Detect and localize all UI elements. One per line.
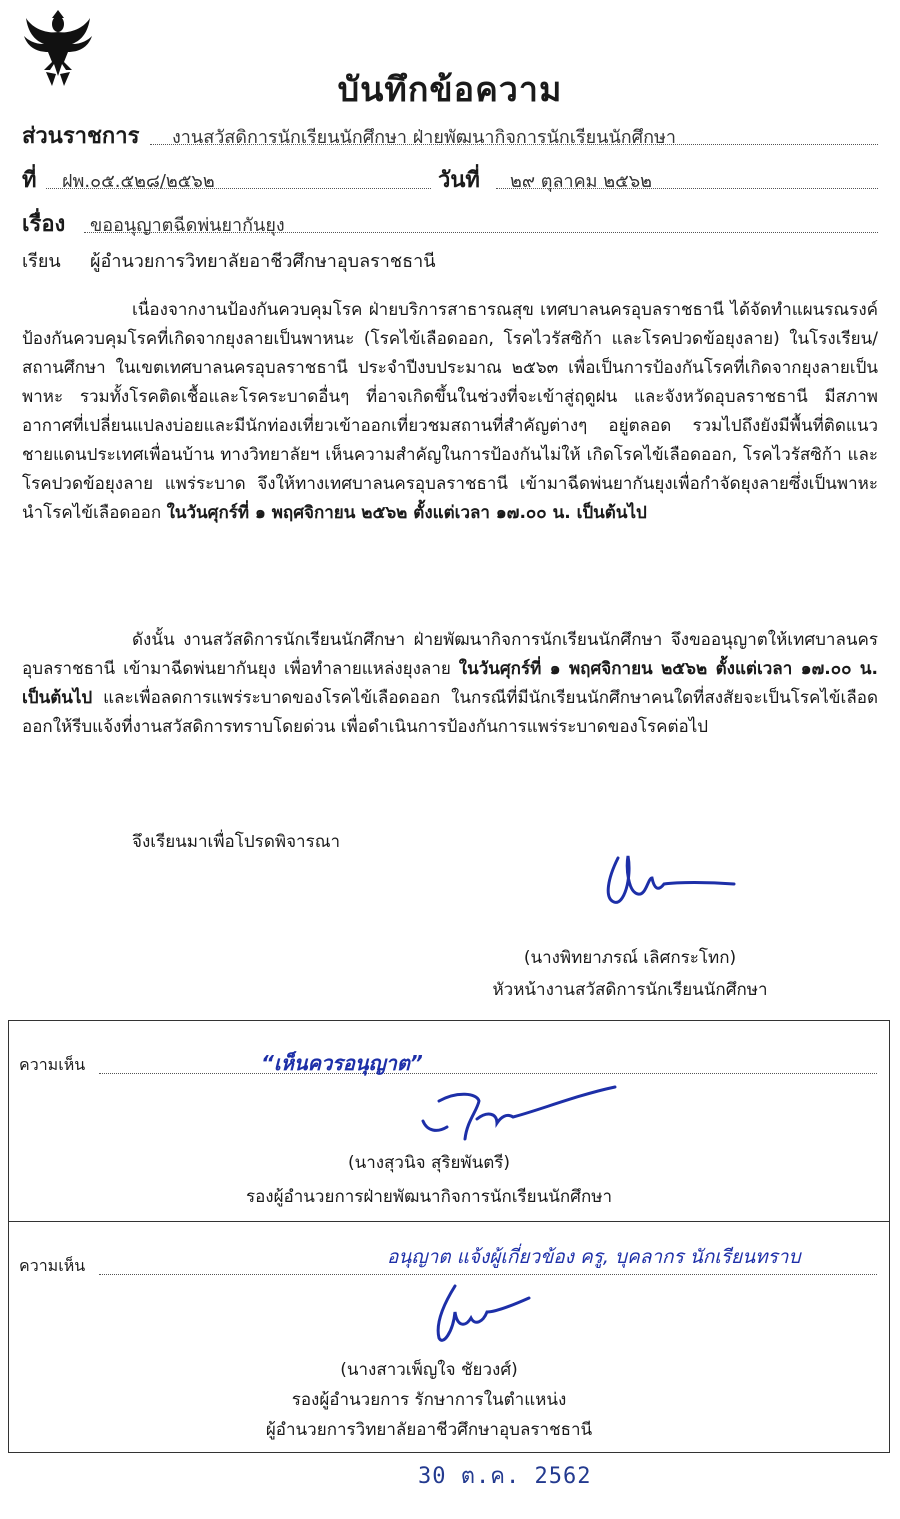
opinion1-dotline (99, 1073, 877, 1074)
subject-value: ขออนุญาตฉีดพ่นยากันยุง (90, 215, 285, 236)
body-paragraph-1 (22, 296, 878, 528)
opinion2-label: ความเห็น (19, 1256, 86, 1275)
page-title: บันทึกข้อความ (337, 70, 563, 110)
ref-value: ฝพ.๐๕.๕๒๘/๒๕๖๒ (62, 171, 215, 192)
signature-1 (598, 848, 738, 922)
opinion2-position-line2: ผู้อำนวยการวิทยาลัยอาชีวศึกษาอุบลราชธานี (265, 1420, 593, 1440)
opinion1-name: (นางสุวนิจ สุริยพันตรี) (347, 1153, 511, 1173)
agency-value: งานสวัสดิการนักเรียนนักศึกษา ฝ่ายพัฒนากิจการนักเรียนนักศึกษา (172, 127, 676, 148)
opinion2-name: (นางสาวเพ็ญใจ ชัยวงศ์) (340, 1360, 518, 1380)
date-stamp: 30 ต.ค. 2562 (418, 1464, 592, 1489)
p2-text-b: และเพื่อลดการแพร่ระบาดของโรคไข้เลือดออก ในกรณีที่มีนักเรียนนักศึกษาคนใดที่สงสัยจะเป็นโรคไข้เลือดออกให้รีบแจ้งที่งานสวัสดิการทราบโดยด่วน เพื่อดำเนินการป้องกันการแพร่ระบาดของโรคต่อไป (22, 688, 878, 737)
to-label: เรียน (22, 251, 61, 272)
to-value: ผู้อำนวยการวิทยาลัยอาชีวศึกษาอุบลราชธานี (90, 251, 436, 272)
opinion2-handwritten: อนุญาต แจ้งผู้เกี่ยวข้อง ครู, บุคลากร นักเรียนทราบ (387, 1246, 801, 1268)
opinion1-handwritten: “เห็นควรอนุญาต” (261, 1051, 423, 1075)
opinion-box-2 (8, 1220, 890, 1453)
opinion-box-1 (8, 1020, 890, 1222)
subject-label: เรื่อง (22, 212, 66, 237)
signer1-name: (นางพิทยาภรณ์ เลิศกระโทก) (523, 948, 737, 968)
date-value: ๒๙ ตุลาคม ๒๕๖๒ (510, 171, 653, 192)
signer1-position: หัวหน้างานสวัสดิการนักเรียนนักศึกษา (492, 980, 768, 1000)
closing-text: จึงเรียนมาเพื่อโปรดพิจารณา (132, 832, 341, 852)
ref-label: ที่ (22, 168, 37, 193)
body-paragraph-2 (22, 626, 878, 742)
opinion1-position: รองผู้อำนวยการฝ่ายพัฒนากิจการนักเรียนนักศึกษา (245, 1187, 613, 1207)
p1-text: เนื่องจากงานป้องกันควบคุมโรค ฝ่ายบริการสาธารณสุข เทศบาลนครอุบลราชธานี ได้จัดทำแผนรณรงค์ป้องกันควบคุมโรคที่เกิดจากยุงลายเป็นพาหนะ (โรคไข้เลือดออก, โรคไวรัสซิก้า และโรคปวดข้อยุงลาย) ในโรงเรียน/สถานศึกษา ในเขตเทศบาลนครอุบลราชธานี ประจำปีงบประมาณ ๒๕๖๓ เพื่อเป็นการป้องกันโรคที่เกิดจากยุงลายเป็นพาหะ รวมทั้งโรคติดเชื้อและโรคระบาดอื่นๆ ที่อาจเกิดขึ้นในช่วงที่จะเข้าสู่ฤดูฝน และจังหวัดอุบลราชธานี มีสภาพอากาศที่เปลี่ยนแปลงบ่อยและมีนักท่องเที่ยวเข้าออกเที่ยวชมสถานที่สำคัญต่างๆ อยู่ตลอด รวมไปถึงยังมีพื้นที่ติดแนวชายแดนประเทศเพื่อนบ้าน ทางวิทยาลัยฯ เห็นความสำคัญในการป้องกันไม่ให้ เกิดโรคไข้เลือดออก, โรคไวรัสซิก้า และโรคปวดข้อยุงลาย แพร่ระบาด จึงให้ทางเทศบาลนครอุบลราชธานี เข้ามาฉีดพ่นยากันยุงเพื่อกำจัดยุงลายซึ่งเป็นพาหะนำโรคไข้เลือดออก (22, 300, 878, 523)
opinion2-dotline (99, 1274, 877, 1275)
p1-bold: ในวันศุกร์ที่ ๑ พฤศจิกายน ๒๕๖๒ ตั้งแต่เวลา ๑๗.๐๐ น. เป็นต้นไป (166, 503, 647, 523)
date-label: วันที่ (438, 168, 480, 193)
signature-3 (425, 1282, 535, 1356)
p2-bold: ในวันศุกร์ที่ ๑ พฤศจิกายน ๒๕๖๒ ตั้งแต่เวลา ๑๗.๐๐ น. เป็นต้นไป (22, 659, 879, 708)
opinion1-label: ความเห็น (19, 1055, 86, 1074)
opinion2-position-line1: รองผู้อำนวยการ รักษาการในตำแหน่ง (291, 1390, 567, 1410)
agency-label: ส่วนราชการ (22, 124, 140, 149)
p2-text-a: ดังนั้น งานสวัสดิการนักเรียนนักศึกษา ฝ่ายพัฒนากิจการนักเรียนนักศึกษา จึงขออนุญาตให้เทศบาลนครอุบลราชธานี เข้ามาฉีดพ่นยากันยุง เพื่อทำลายแหล่งยุงลาย (22, 630, 878, 679)
